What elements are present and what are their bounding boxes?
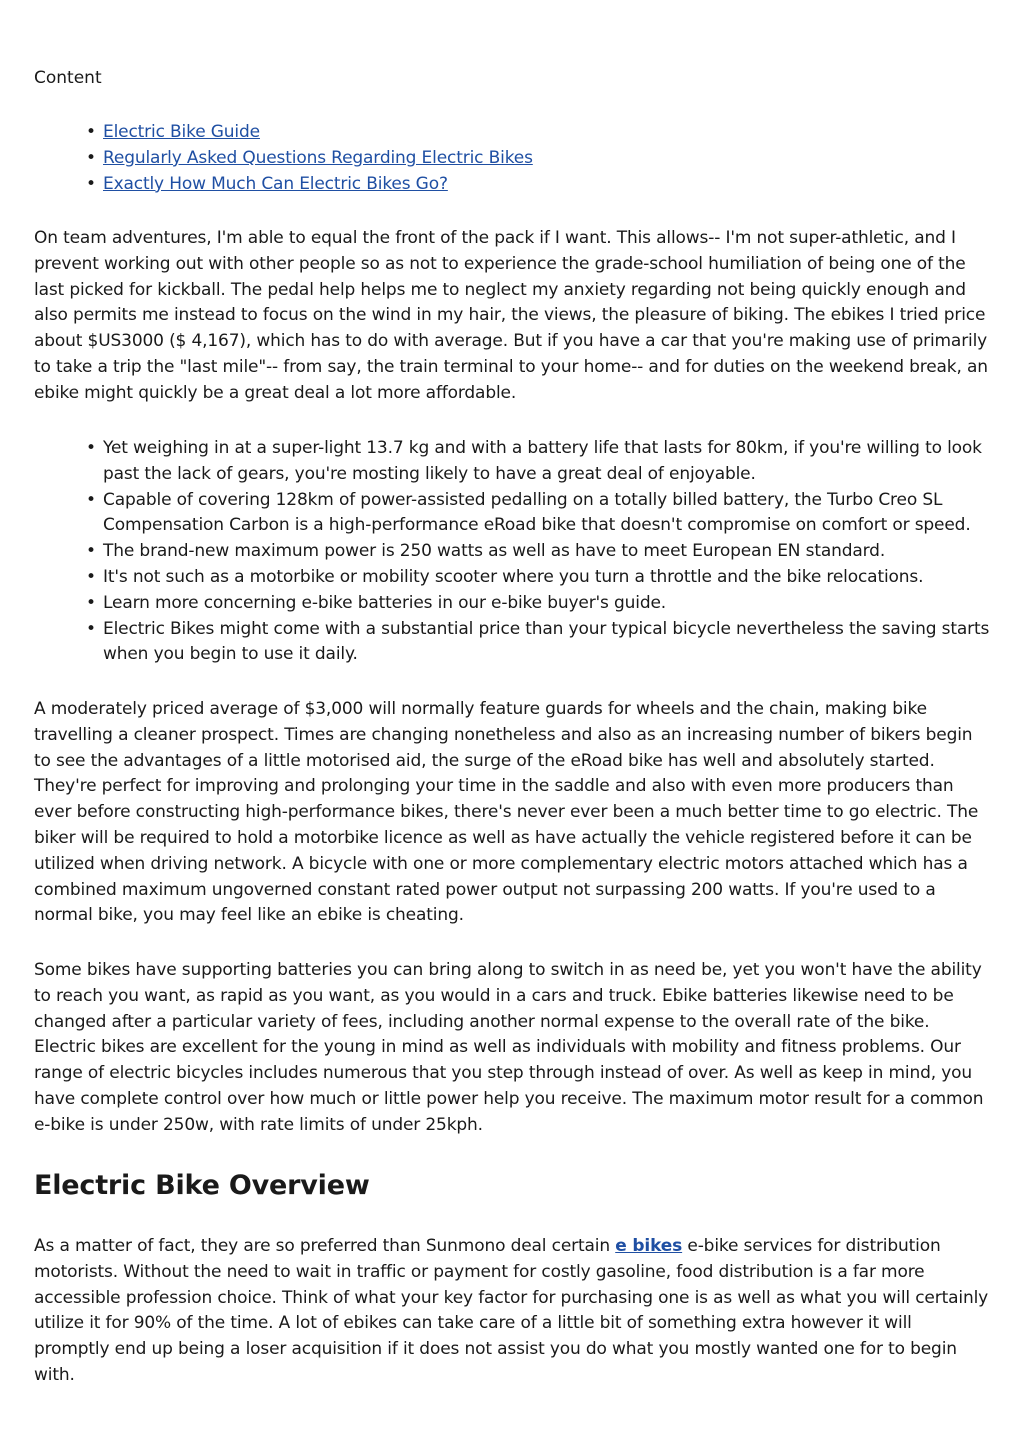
bullet-icon: • xyxy=(86,592,96,613)
list-item xyxy=(34,591,990,617)
list-item xyxy=(34,617,990,669)
bullet-icon: • xyxy=(86,566,96,587)
list-item-text: Capable of covering 128km of power-assisted pedalling on a totally billed battery, the Turbo Creo SL Compensation Carbon is a high-performance eRoad bike that doesn't compromise on comfort or speed. xyxy=(103,489,971,536)
list-item-text: It's not such as a motorbike or mobility scooter where you turn a throttle and the bike relocations. xyxy=(103,566,924,587)
list-item-text: Learn more concerning e-bike batteries in our e-bike buyer's guide. xyxy=(103,592,667,613)
list-item-text: The brand-new maximum power is 250 watts as well as have to meet European EN standard. xyxy=(103,541,886,562)
toc-list xyxy=(34,120,990,197)
bullet-icon: • xyxy=(86,147,96,168)
paragraph-batteries: Some bikes have supporting batteries you can bring along to switch in as need be, yet you won't have the ability to reach you want, as rapid as you want, as you would in a cars and truck. Ebike batteries likewise need to be changed after a particular variety of fees, including another normal expense to the overall rate of the bike. Electric bikes are excellent for the young in mind as well as individuals with mobility and fitness problems. Our range of electric bicycles includes numerous that you step through instead of over. As well as keep in mind, you have complete control over how much or little power help you receive. The maximum motor result for a common e-bike is under 250w, with rate limits of under 25kph. xyxy=(34,960,984,1135)
bullet-icon: • xyxy=(86,618,96,639)
toc-link-how-much[interactable]: Exactly How Much Can Electric Bikes Go? xyxy=(103,173,448,194)
toc-link-electric-bike-guide[interactable]: Electric Bike Guide xyxy=(103,122,260,142)
list-item xyxy=(34,436,990,488)
feature-list xyxy=(34,436,990,668)
paragraph-pricing: A moderately priced average of $3,000 will normally feature guards for wheels and the chain, making bike travelling a cleaner prospect. Times are changing nonetheless and also as an increasing number of bikers begin to see the advantages of a little motorised aid, the surge of the eRoad bike has well and absolutely started. They're perfect for improving and prolonging your time in the saddle and also with even more producers than ever before constructing high-performance bikes, there's never ever been a much better time to go electric. The biker will be required to hold a motorbike licence as well as have actually the vehicle registered before it can be utilized when driving network. A bicycle with one or more complementary electric motors attached which has a combined maximum ungoverned constant rated power output not surpassing 200 watts. If you're used to a normal bike, you may feel like an ebike is cheating. xyxy=(34,699,979,926)
paragraph-overview xyxy=(34,1234,990,1389)
bullet-icon: • xyxy=(86,541,96,562)
list-item xyxy=(34,565,990,591)
list-item-text: Electric Bikes might come with a substantial price than your typical bicycle nevertheless the saving starts when you begin to use it daily. xyxy=(103,618,990,665)
bullet-icon: • xyxy=(86,438,96,458)
overview-text-before-link: As a matter of fact, they are so preferred than Sunmono deal certain xyxy=(34,1236,616,1256)
list-item-text: Yet weighing in at a super-light 13.7 kg and with a battery life that lasts for 80km, if you're willing to look past the lack of gears, you're mosting likely to have a great deal of enjoyable. xyxy=(103,438,982,484)
toc-item xyxy=(34,120,990,146)
list-item xyxy=(34,539,990,565)
paragraph-intro: On team adventures, I'm able to equal the front of the pack if I want. This allows-- I'm not super-athletic, and I prevent working out with other people so as not to experience the grade-school humiliation of being one of the last picked for kickball. The pedal help helps me to neglect my anxiety regarding not being quickly enough and also permits me instead to focus on the wind in my hair, the views, the pleasure of biking. The ebikes I tried price about $US3000 ($ 4,167), which has to do with average. But if you have a car that you're making use of primarily to take a trip the "last mile"-- from say, the train terminal to your home-- and for duties on the weekend break, an ebike might quickly be a great deal a lot more affordable. xyxy=(34,228,988,403)
bullet-icon: • xyxy=(86,173,96,194)
section-heading: Electric Bike Overview xyxy=(34,1170,370,1201)
toc-link-faq[interactable]: Regularly Asked Questions Regarding Electric Bikes xyxy=(103,147,533,168)
overview-text-after-link: e-bike services for distribution motorists. Without the need to wait in traffic or payment for costly gasoline, food distribution is a far more accessible profession choice. Think of what your key factor for purchasing one is as well as what you will certainly utilize it for 90% of the time. A lot of ebikes can take care of a little bit of something extra however it will promptly end up being a loser acquisition if it does not assist you do what you mostly wanted one for to begin with. xyxy=(34,1236,989,1385)
list-item xyxy=(34,488,990,540)
toc-item xyxy=(34,146,990,172)
toc-label: Content xyxy=(34,68,102,88)
bullet-icon: • xyxy=(86,122,96,142)
e-bikes-link[interactable]: e bikes xyxy=(615,1236,683,1256)
toc-item xyxy=(34,172,990,198)
bullet-icon: • xyxy=(86,489,96,510)
